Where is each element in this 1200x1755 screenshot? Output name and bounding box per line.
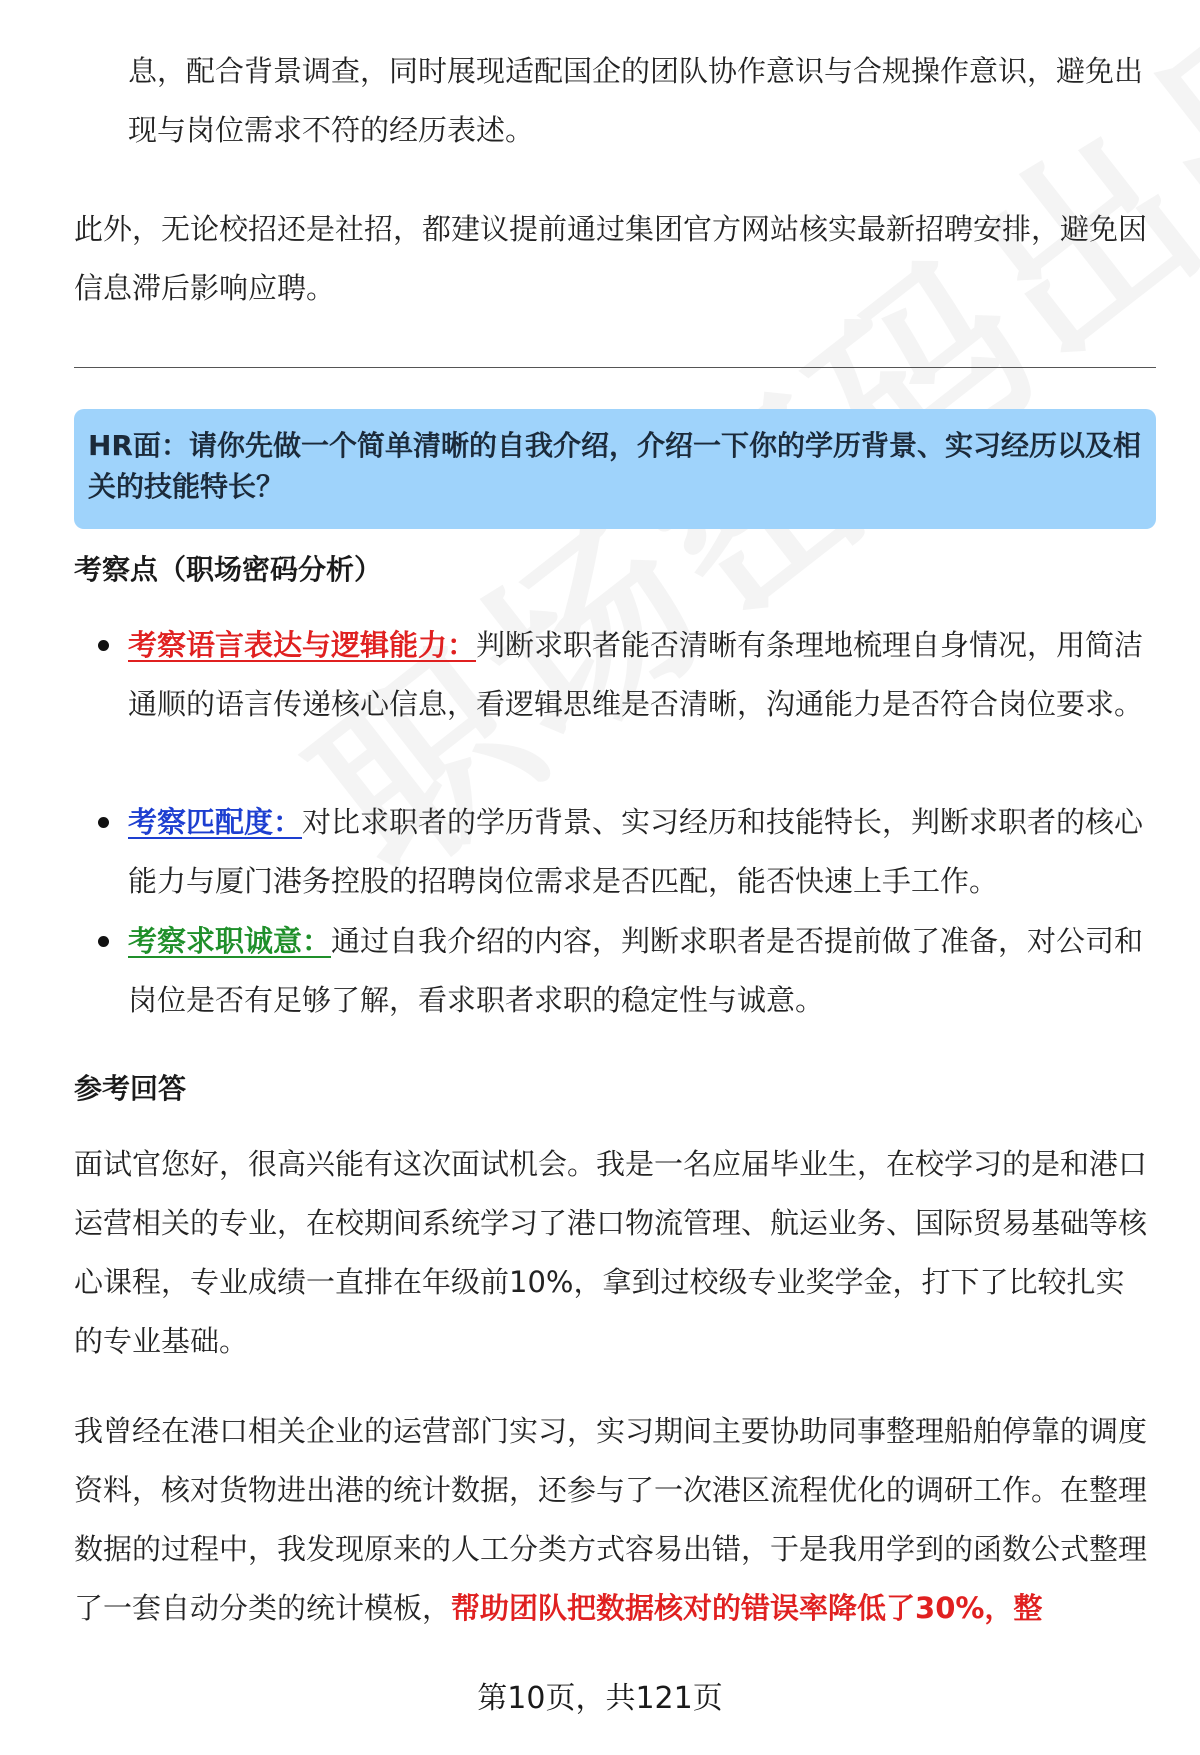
point-item-sincerity: [128, 912, 1148, 1030]
point-text: 通过自我介绍的内容，判断求职者是否提前做了准备，对公司和岗位是否有足够了解，看求职者求职的稳定性与诚意。: [128, 924, 1144, 1017]
point-item-match: [128, 793, 1148, 911]
point-text: 对比求职者的学历背景、实习经历和技能特长，判断求职者的核心能力与厦门港务控股的招聘岗位需求是否匹配，能否快速上手工作。: [128, 805, 1144, 898]
bullet-dot-icon: [98, 817, 109, 828]
bullet-dot-icon: [98, 640, 109, 651]
answer-paragraph-2: [74, 1402, 1152, 1638]
bullet-dot-icon: [98, 936, 109, 947]
answer-paragraph-1: 面试官您好，很高兴能有这次面试机会。我是一名应届毕业生，在校学习的是和港口运营相关的专业，在校期间系统学习了港口物流管理、航运业务、国际贸易基础等核心课程，专业成绩一直排在年级前10%，拿到过校级专业奖学金，打下了比较扎实的专业基础。: [74, 1147, 1148, 1358]
note-paragraph: 此外，无论校招还是社招，都建议提前通过集团官方网站核实最新招聘安排，避免因信息滞后影响应聘。: [74, 212, 1148, 305]
point-label: 考察匹配度：: [128, 805, 303, 839]
point-item-language: [128, 616, 1148, 734]
section-divider: [74, 367, 1156, 368]
answer-highlight: 帮助团队把数据核对的错误率降低了30%，整: [451, 1591, 1043, 1625]
point-text: 判断求职者能否清晰有条理地梳理自身情况，用简洁通顺的语言传递核心信息，看逻辑思维是否清晰，沟通能力是否符合岗位要求。: [128, 628, 1144, 721]
answer-heading: 参考回答: [74, 1072, 187, 1105]
question-box: [74, 409, 1156, 529]
point-label: 考察求职诚意：: [128, 924, 332, 958]
question-text: HR面：请你先做一个简单清晰的自我介绍，介绍一下你的学历背景、实习经历以及相关的技能特长？: [88, 429, 1141, 503]
page-footer: 第10页，共121页: [477, 1681, 723, 1716]
continued-paragraph: 息，配合背景调查，同时展现适配国企的团队协作意识与合规操作意识，避免出现与岗位需求不符的经历表述。: [128, 54, 1144, 147]
point-label: 考察语言表达与逻辑能力：: [128, 628, 477, 662]
analysis-heading: 考察点（职场密码分析）: [74, 553, 383, 586]
answer-paragraph-2-text: 我曾经在港口相关企业的运营部门实习，实习期间主要协助同事整理船舶停靠的调度资料，核对货物进出港的统计数据，还参与了一次港区流程优化的调研工作。在整理数据的过程中，我发现原来的人工分类方式容易出错，于是我用学到的函数公式整理了一套自动分类的统计模板，: [74, 1414, 1148, 1625]
